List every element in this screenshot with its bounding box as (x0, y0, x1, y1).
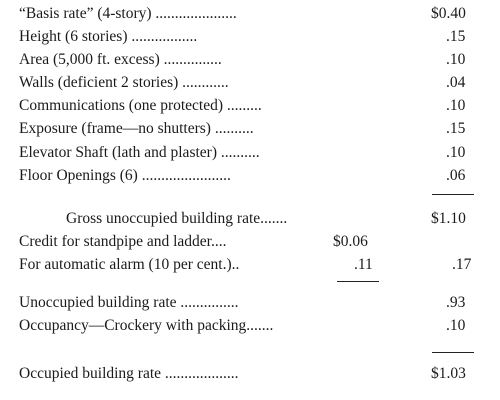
rate-item-label: Elevator Shaft (lath and plaster) .......... (19, 144, 260, 161)
rate-item-elevator-shaft (0, 142, 500, 164)
rate-item-label: Area (5,000 ft. excess) ............... (19, 51, 222, 68)
subtotal-rule (432, 194, 474, 195)
credit-row-alarm (0, 254, 500, 276)
rate-item-value: .06 (446, 167, 466, 184)
occupancy-row (0, 315, 500, 337)
credit-subtotal-rule (337, 281, 379, 282)
rate-item-value: .10 (446, 144, 466, 161)
occupancy-value: .10 (446, 317, 466, 334)
credit-row-standpipe (0, 231, 500, 253)
rate-item-label: Exposure (frame—no shutters) .......... (19, 120, 254, 137)
rate-item-label: Communications (one protected) ......... (19, 97, 262, 114)
rate-item-label: Floor Openings (6) ....................... (19, 167, 231, 184)
credit-label: Credit for standpipe and ladder.... (19, 233, 227, 250)
occupancy-label: Occupancy—Crockery with packing....... (19, 317, 274, 334)
rate-item-walls (0, 72, 500, 94)
rate-item-value: .15 (446, 120, 466, 137)
rate-item-label: “Basis rate” (4-story) ..................... (19, 5, 237, 22)
credit-total: .17 (452, 256, 472, 273)
rate-item-label: Height (6 stories) ................. (19, 28, 198, 45)
rate-item-height (0, 26, 500, 48)
occupied-rate-value: $1.03 (431, 365, 466, 382)
rate-item-value: .10 (446, 97, 466, 114)
unoccupied-rate-value: .93 (446, 294, 466, 311)
rate-item-label: Walls (deficient 2 stories) ............ (19, 74, 229, 91)
credit-amount: $0.06 (333, 233, 368, 250)
unoccupied-rate-label: Unoccupied building rate ............... (19, 294, 239, 311)
occupied-rate-row (0, 363, 500, 385)
gross-rate-value: $1.10 (431, 210, 466, 227)
rate-item-value: $0.40 (431, 5, 466, 22)
gross-rate-label: Gross unoccupied building rate....... (66, 210, 288, 227)
unoccupied-rate-row (0, 292, 500, 314)
rate-item-value: .10 (446, 51, 466, 68)
total-rule (432, 352, 474, 353)
rate-item-area (0, 49, 500, 71)
credit-amount: .11 (354, 256, 373, 273)
rate-item-value: .15 (446, 28, 466, 45)
rate-item-value: .04 (446, 74, 466, 91)
rate-item-communications (0, 95, 500, 117)
credit-label: For automatic alarm (10 per cent.).. (19, 256, 240, 273)
rate-item-basis (0, 3, 500, 25)
rate-item-floor-openings (0, 165, 500, 187)
occupied-rate-label: Occupied building rate ................... (19, 365, 239, 382)
gross-rate-row (0, 208, 500, 230)
rate-item-exposure (0, 118, 500, 140)
